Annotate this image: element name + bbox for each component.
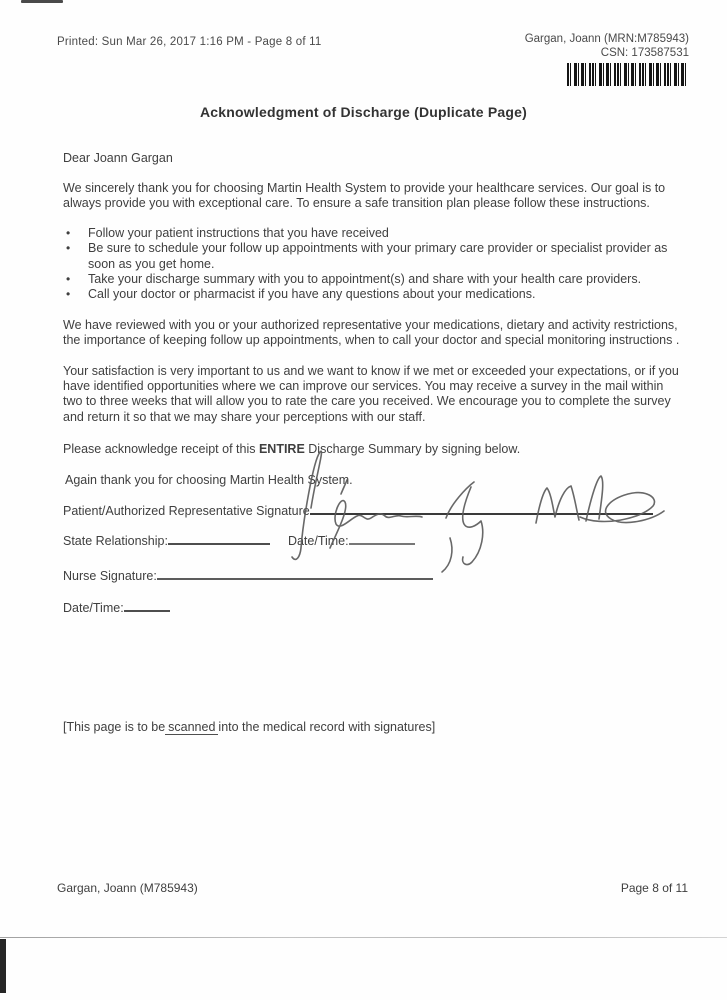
date-time-line <box>124 600 170 612</box>
scan-artifact-bottom-left-strip <box>0 939 6 993</box>
patient-signature-row <box>63 503 686 519</box>
state-relationship-line <box>168 533 270 545</box>
state-relationship-label: State Relationship: <box>63 534 168 549</box>
patient-signature-line <box>310 503 653 515</box>
paragraph-satisfaction: Your satisfaction is very important to us and we want to know if we met or exceeded your expectations, or if you have identified opportunities where we can improve our services. You may receive a survey in the mail within two to three weeks that will allow you to rate the care you received. We encourage you to complete the survey and return it so that we may share your perceptions with our staff. <box>63 363 679 424</box>
date-time-line <box>349 533 415 545</box>
date-time-label: Date/Time: <box>63 601 124 616</box>
scan-note-underlined-word: scanned <box>165 720 218 735</box>
instruction-list <box>63 226 686 303</box>
thanks-line: Again thank you for choosing Martin Health System. <box>65 472 353 487</box>
nurse-signature-line <box>157 568 433 580</box>
nurse-signature-label: Nurse Signature: <box>63 568 157 583</box>
bullet-icon: • <box>66 241 71 256</box>
page-header <box>0 0 727 91</box>
list-item: • Take your discharge summary with you to appointment(s) and share with your health care providers. <box>66 271 642 286</box>
document-body <box>63 151 686 736</box>
footer-page-number: Page 8 of 11 <box>620 881 688 895</box>
acknowledge-line: Please acknowledge receipt of this ENTIRE Discharge Summary by signing below. <box>63 442 521 457</box>
patient-id-block <box>525 33 689 91</box>
list-item: • Be sure to schedule your follow up appointments with your primary care provider or specialist provider as soon as you get home. <box>66 241 668 271</box>
patient-signature-label: Patient/Authorized Representative Signature <box>63 504 310 518</box>
paragraph-reviewed: We have reviewed with you or your authorized representative your medications, dietary and activity restrictions, the importance of keeping follow up appointments, when to call your doctor and special monitoring instructions . <box>63 317 680 348</box>
list-item: • Call your doctor or pharmacist if you have any questions about your medications. <box>66 287 536 302</box>
scan-instruction-note: [This page is to be scanned into the medical record with signatures] <box>63 719 436 734</box>
bullet-icon: • <box>66 287 71 302</box>
nurse-signature-row <box>63 568 686 584</box>
printed-timestamp: Printed: Sun Mar 26, 2017 1:16 PM - Page 8 of 11 <box>57 36 322 48</box>
salutation: Dear Joann Gargan <box>63 150 173 165</box>
patient-name-mrn: Gargan, Joann (MRN:M785943) <box>524 33 689 45</box>
document-title: Acknowledgment of Discharge (Duplicate Page) <box>200 103 527 120</box>
date-time-row <box>63 600 686 616</box>
page-footer <box>57 881 688 895</box>
date-time-label: Date/Time: <box>287 534 349 549</box>
list-item: • Follow your patient instructions that you have received <box>66 225 389 240</box>
acknowledge-emphasis: ENTIRE <box>258 442 305 457</box>
paragraph-intro: We sincerely thank you for choosing Martin Health System to provide your healthcare services. Our goal is to always provide you with exceptional care. To ensure a safe transition plan please follow these instructions. <box>63 180 666 211</box>
bullet-icon: • <box>66 271 71 286</box>
footer-patient-name: Gargan, Joann (M785943) <box>57 881 198 895</box>
barcode-icon <box>567 63 689 86</box>
scan-artifact-bottom-hairline <box>0 937 727 938</box>
scan-artifact-top-mark <box>21 0 63 3</box>
csn-number: CSN: 173587531 <box>600 46 689 59</box>
state-relationship-row <box>63 533 686 549</box>
bullet-icon: • <box>66 225 71 240</box>
